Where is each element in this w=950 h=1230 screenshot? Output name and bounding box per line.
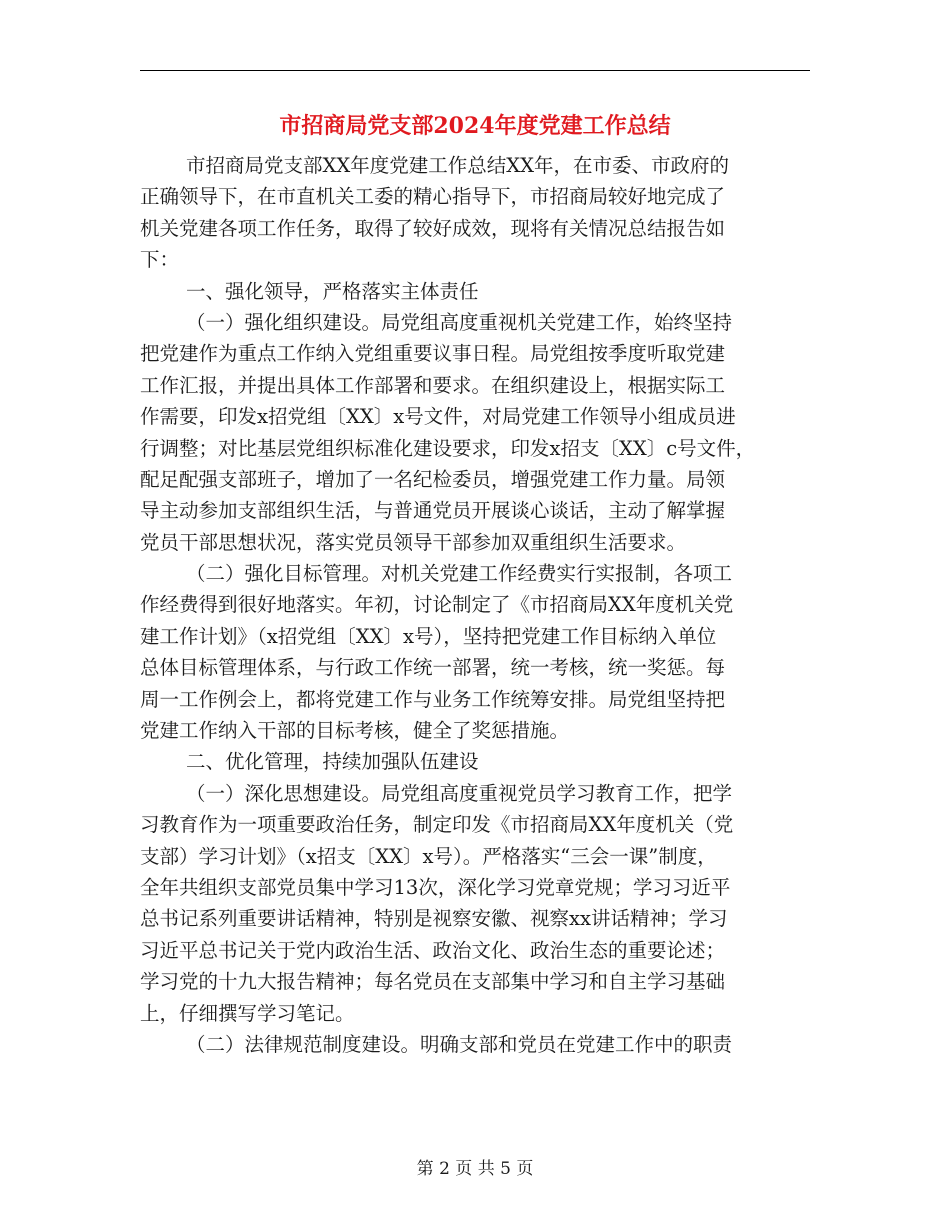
body-line: 把党建作为重点工作纳入党组重要议事日程。局党组按季度听取党建 <box>140 342 726 366</box>
body-line: 配足配强支部班子，增加了一名纪检委员，增强党建工作力量。局领 <box>140 467 726 491</box>
body-line: 上，仔细撰写学习笔记。 <box>140 1001 355 1025</box>
body-line: （一）深化思想建设。局党组高度重视党员学习教育工作，把学 <box>186 781 733 805</box>
page-number: 第 2 页 共 5 页 <box>416 1159 534 1179</box>
document-body <box>140 150 812 1060</box>
body-line: （二）强化目标管理。对机关党建工作经费实行实报制，各项工 <box>186 562 733 586</box>
body-line: 习教育作为一项重要政治任务，制定印发《市招商局XX年度机关（党 <box>140 813 734 837</box>
body-line: 导主动参加支部组织生活，与普通党员开展谈心谈话，主动了解掌握 <box>140 499 726 523</box>
body-line: 工作汇报，并提出具体工作部署和要求。在组织建设上，根据实际工 <box>140 373 726 397</box>
body-line: 全年共组织支部党员集中学习13次，深化学习党章党规；学习习近平 <box>140 875 731 899</box>
body-line: 党员干部思想状况，落实党员领导干部参加双重组织生活要求。 <box>140 530 687 554</box>
body-line: 总书记系列重要讲话精神，特别是视察安徽、视察xx讲话精神；学习 <box>140 907 728 931</box>
body-line: 支部）学习计划》（x招支〔XX〕x号）。严格落实“三会一课”制度， <box>140 844 717 868</box>
header-rule <box>140 70 810 71</box>
body-line: 行调整；对比基层党组织标准化建设要求，印发x招支〔XX〕c号文件， <box>140 436 756 460</box>
body-line: 机关党建各项工作任务，取得了较好成效，现将有关情况总结报告如 <box>140 216 726 240</box>
body-line: 党建工作纳入干部的目标考核，健全了奖惩措施。 <box>140 719 570 743</box>
document-title: 市招商局党支部2024年度党建工作总结 <box>279 113 671 139</box>
body-line: 作经费得到很好地落实。年初，讨论制定了《市招商局XX年度机关党 <box>140 593 734 617</box>
body-line: 建工作计划》（x招党组〔XX〕x号），坚持把党建工作目标纳入单位 <box>140 624 717 648</box>
body-line: （一）强化组织建设。局党组高度重视机关党建工作，始终坚持 <box>186 310 733 334</box>
body-line: 周一工作例会上，都将党建工作与业务工作统筹安排。局党组坚持把 <box>140 687 726 711</box>
body-line: 作需要，印发x招党组〔XX〕x号文件，对局党建工作领导小组成员进 <box>140 405 736 429</box>
body-line: 市招商局党支部XX年度党建工作总结XX年，在市委、市政府的 <box>186 154 730 177</box>
body-line: （二）法律规范制度建设。明确支部和党员在党建工作中的职责 <box>186 1032 733 1056</box>
body-line: 正确领导下，在市直机关工委的精心指导下，市招商局较好地完成了 <box>140 185 726 209</box>
body-line: 一、强化领导，严格落实主体责任 <box>186 279 479 303</box>
body-line: 二、优化管理，持续加强队伍建设 <box>186 750 479 774</box>
body-line: 学习党的十九大报告精神；每名党员在支部集中学习和自主学习基础 <box>140 970 726 994</box>
body-line: 习近平总书记关于党内政治生活、政治文化、政治生态的重要论述； <box>140 938 726 962</box>
body-line: 下： <box>140 248 180 272</box>
body-line: 总体目标管理体系，与行政工作统一部署，统一考核，统一奖惩。每 <box>140 656 726 680</box>
